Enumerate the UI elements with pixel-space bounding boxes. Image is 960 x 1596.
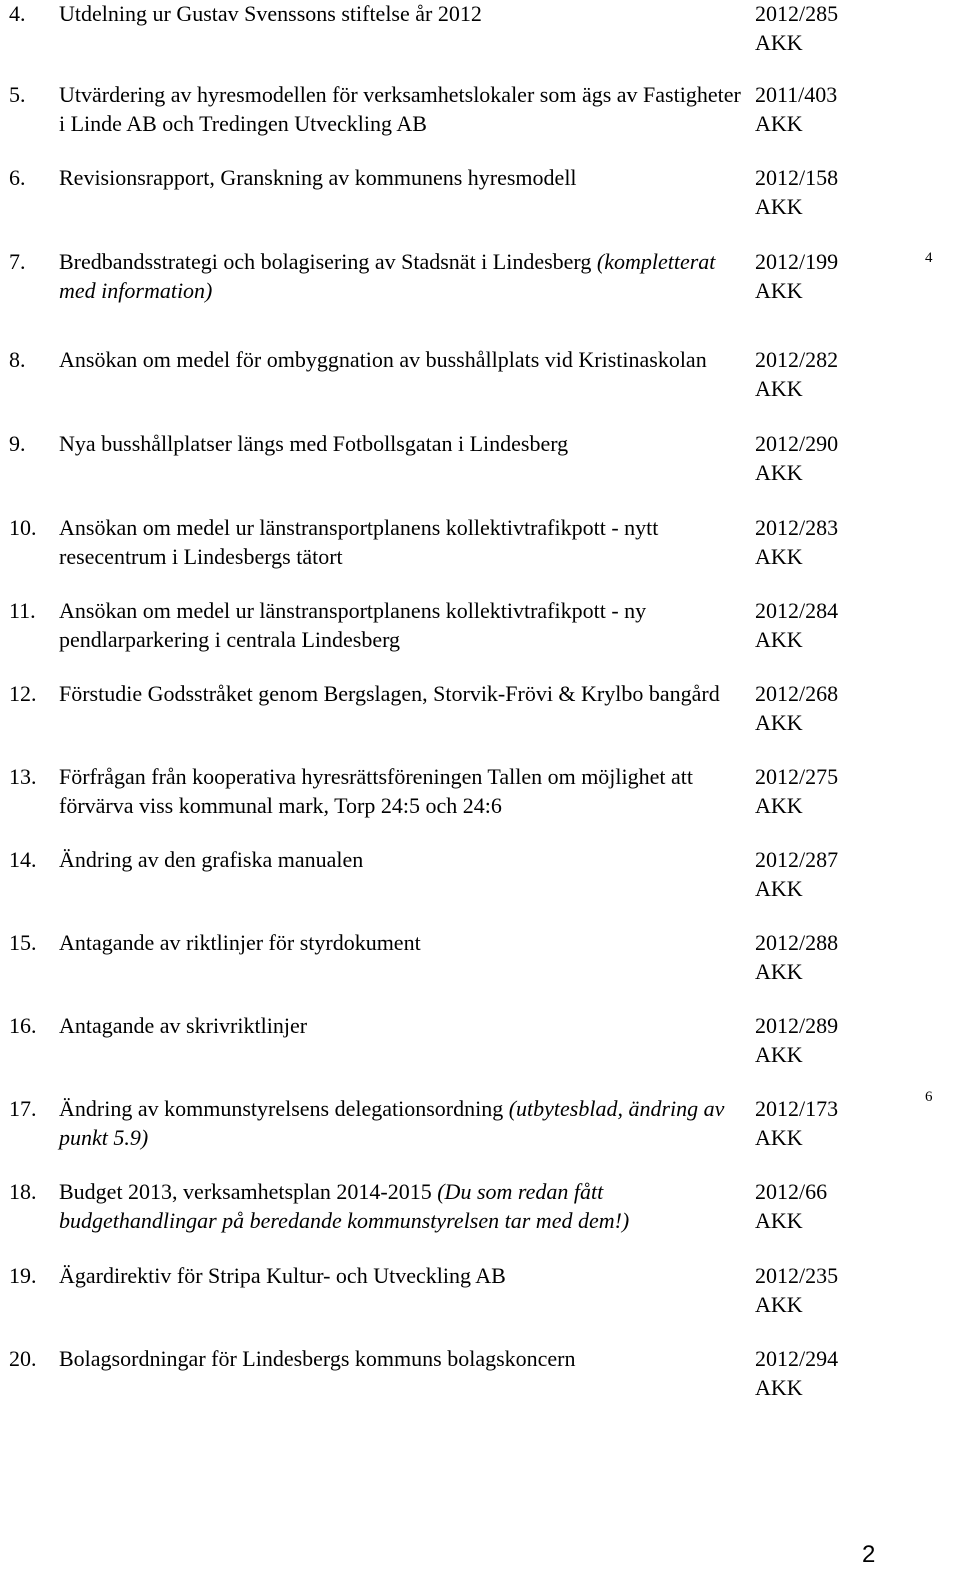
agenda-item-number: 5. — [9, 82, 26, 107]
agenda-item-title-text: Nya busshållplatser längs med Fotbollsgatan i Lindesberg — [59, 431, 569, 456]
agenda-item — [0, 762, 960, 822]
agenda-item-title-text: Antagande av skrivriktlinjer — [59, 1013, 308, 1038]
department-code: AKK — [755, 460, 803, 485]
case-number: 2012/275 — [755, 764, 839, 789]
department-code: AKK — [755, 1042, 803, 1067]
case-number: 2012/288 — [755, 930, 839, 955]
agenda-item-reference — [755, 1094, 838, 1152]
case-number: 2012/173 — [755, 1096, 839, 1121]
department-code: AKK — [755, 111, 803, 136]
agenda-item-reference — [755, 1261, 838, 1319]
agenda-item — [0, 679, 960, 739]
agenda-item-reference — [755, 596, 838, 654]
agenda-item-reference — [755, 247, 838, 305]
department-code: AKK — [755, 793, 803, 818]
agenda-item-title-text: Utvärdering av hyresmodellen för verksamhetslokaler som ägs av Fastigheter i Linde AB och Tredingen Utveckling AB — [59, 82, 741, 136]
agenda-item-number: 4. — [9, 1, 26, 26]
department-code: AKK — [755, 1292, 803, 1317]
agenda-item-number: 10. — [9, 515, 37, 540]
department-code: AKK — [755, 627, 803, 652]
department-code: AKK — [755, 710, 803, 735]
agenda-item-title — [59, 1344, 749, 1373]
agenda-item-reference — [755, 928, 838, 986]
agenda-item-number: 11. — [9, 598, 36, 623]
agenda-item-title-text: Förstudie Godsstråket genom Bergslagen, Storvik-Frövi & Krylbo bangård — [59, 681, 720, 706]
agenda-item-title-text: Ansökan om medel ur länstransportplanens kollektivtrafikpott - ny pendlarparkering i centrala Lindesberg — [59, 598, 647, 652]
agenda-item — [0, 596, 960, 656]
agenda-item-number: 16. — [9, 1013, 37, 1038]
agenda-item-number: 7. — [9, 249, 26, 274]
agenda-item — [0, 845, 960, 905]
agenda-item — [0, 163, 960, 223]
agenda-item-title-note: (kompletterat med information) — [59, 249, 716, 303]
agenda-item-reference — [755, 679, 838, 737]
agenda-item — [0, 1177, 960, 1237]
agenda-item-title-text: Förfrågan från kooperativa hyresrättsföreningen Tallen om möjlighet att förvärva viss kommunal mark, Torp 24:5 och 24:6 — [59, 764, 694, 818]
case-number: 2012/66 — [755, 1179, 828, 1204]
agenda-item — [0, 429, 960, 489]
case-number: 2012/282 — [755, 347, 839, 372]
agenda-item — [0, 345, 960, 405]
agenda-item-reference — [755, 1344, 838, 1402]
agenda-item-number: 14. — [9, 847, 37, 872]
agenda-item-number: 19. — [9, 1263, 37, 1288]
case-number: 2012/283 — [755, 515, 839, 540]
agenda-item-title-text: Ansökan om medel för ombyggnation av busshållplats vid Kristinaskolan — [59, 347, 707, 372]
agenda-item-reference — [755, 513, 838, 571]
agenda-item-title — [59, 679, 749, 708]
agenda-item-title — [59, 1261, 749, 1290]
agenda-item-number: 15. — [9, 930, 37, 955]
department-code: AKK — [755, 1375, 803, 1400]
agenda-item-title-text: Bredbandsstrategi och bolagisering av Stadsnät i Lindesberg — [59, 249, 597, 274]
agenda-item-title-text: Ändring av den grafiska manualen — [59, 847, 364, 872]
agenda-item-reference — [755, 163, 838, 221]
case-number: 2012/285 — [755, 1, 839, 26]
agenda-item — [0, 1011, 960, 1071]
department-code: AKK — [755, 278, 803, 303]
agenda-item-title — [59, 345, 749, 374]
case-number: 2012/235 — [755, 1263, 839, 1288]
case-number: 2011/403 — [755, 82, 838, 107]
agenda-item-title-note: (Du som redan fått budgethandlingar på beredande kommunstyrelsen tar med dem!) — [59, 1179, 630, 1233]
agenda-item-title — [59, 1094, 749, 1152]
agenda-item-title-text: Ägardirektiv för Stripa Kultur- och Utveckling AB — [59, 1263, 506, 1288]
agenda-item-title-text: Antagande av riktlinjer för styrdokument — [59, 930, 421, 955]
agenda-item — [0, 1344, 960, 1404]
department-code: AKK — [755, 30, 803, 55]
agenda-item-reference — [755, 0, 838, 57]
agenda-item-number: 20. — [9, 1346, 37, 1371]
agenda-item-number: 17. — [9, 1096, 37, 1121]
agenda-item-number: 18. — [9, 1179, 37, 1204]
case-number: 2012/290 — [755, 431, 839, 456]
agenda-item-number: 13. — [9, 764, 37, 789]
agenda-item-title — [59, 513, 749, 571]
agenda-item-number: 6. — [9, 165, 26, 190]
case-number: 2012/199 — [755, 249, 839, 274]
agenda-item — [0, 1261, 960, 1321]
agenda-item-title — [59, 596, 749, 654]
agenda-item — [0, 0, 960, 59]
department-code: AKK — [755, 1208, 803, 1233]
agenda-item — [0, 928, 960, 988]
agenda-item-reference — [755, 80, 837, 138]
case-number: 2012/287 — [755, 847, 839, 872]
agenda-item-title — [59, 762, 749, 820]
case-number: 2012/268 — [755, 681, 839, 706]
agenda-item-title — [59, 80, 749, 138]
agenda-item — [0, 247, 960, 307]
agenda-item-number: 12. — [9, 681, 37, 706]
margin-note-attachment-4: 4 — [925, 250, 933, 266]
department-code: AKK — [755, 1125, 803, 1150]
agenda-item-title — [59, 1177, 749, 1235]
agenda-item-reference — [755, 1011, 838, 1069]
case-number: 2012/289 — [755, 1013, 839, 1038]
agenda-item — [0, 1094, 960, 1154]
case-number: 2012/158 — [755, 165, 839, 190]
department-code: AKK — [755, 544, 803, 569]
agenda-item — [0, 80, 960, 140]
agenda-item-reference — [755, 1177, 827, 1235]
department-code: AKK — [755, 876, 803, 901]
agenda-item-title — [59, 0, 749, 28]
agenda-item-title-text: Bolagsordningar för Lindesbergs kommuns bolagskoncern — [59, 1346, 576, 1371]
agenda-item-title — [59, 1011, 749, 1040]
agenda-item-title — [59, 247, 749, 305]
agenda-item-number: 8. — [9, 347, 26, 372]
case-number: 2012/294 — [755, 1346, 839, 1371]
page-number: 2 — [862, 1541, 876, 1568]
agenda-item-title-text: Ändring av kommunstyrelsens delegationsordning — [59, 1096, 509, 1121]
agenda-item-reference — [755, 345, 838, 403]
department-code: AKK — [755, 376, 803, 401]
agenda-item-title-text: Utdelning ur Gustav Svenssons stiftelse år 2012 — [59, 1, 482, 26]
agenda-item-number: 9. — [9, 431, 26, 456]
agenda-item-title-note: (utbytesblad, ändring av punkt 5.9) — [59, 1096, 725, 1150]
agenda-item-title-text: Revisionsrapport, Granskning av kommunens hyresmodell — [59, 165, 577, 190]
agenda-item-reference — [755, 429, 838, 487]
margin-note-attachment-6: 6 — [925, 1089, 933, 1105]
case-number: 2012/284 — [755, 598, 839, 623]
agenda-item — [0, 513, 960, 573]
agenda-item-reference — [755, 762, 838, 820]
department-code: AKK — [755, 194, 803, 219]
agenda-item-title — [59, 163, 749, 192]
agenda-item-reference — [755, 845, 838, 903]
agenda-item-title — [59, 845, 749, 874]
agenda-item-title — [59, 928, 749, 957]
agenda-item-title-text: Ansökan om medel ur länstransportplanens kollektivtrafikpott - nytt resecentrum i Lindesbergs tätort — [59, 515, 659, 569]
agenda-item-title — [59, 429, 749, 458]
department-code: AKK — [755, 959, 803, 984]
agenda-item-title-text: Budget 2013, verksamhetsplan 2014-2015 — [59, 1179, 438, 1204]
